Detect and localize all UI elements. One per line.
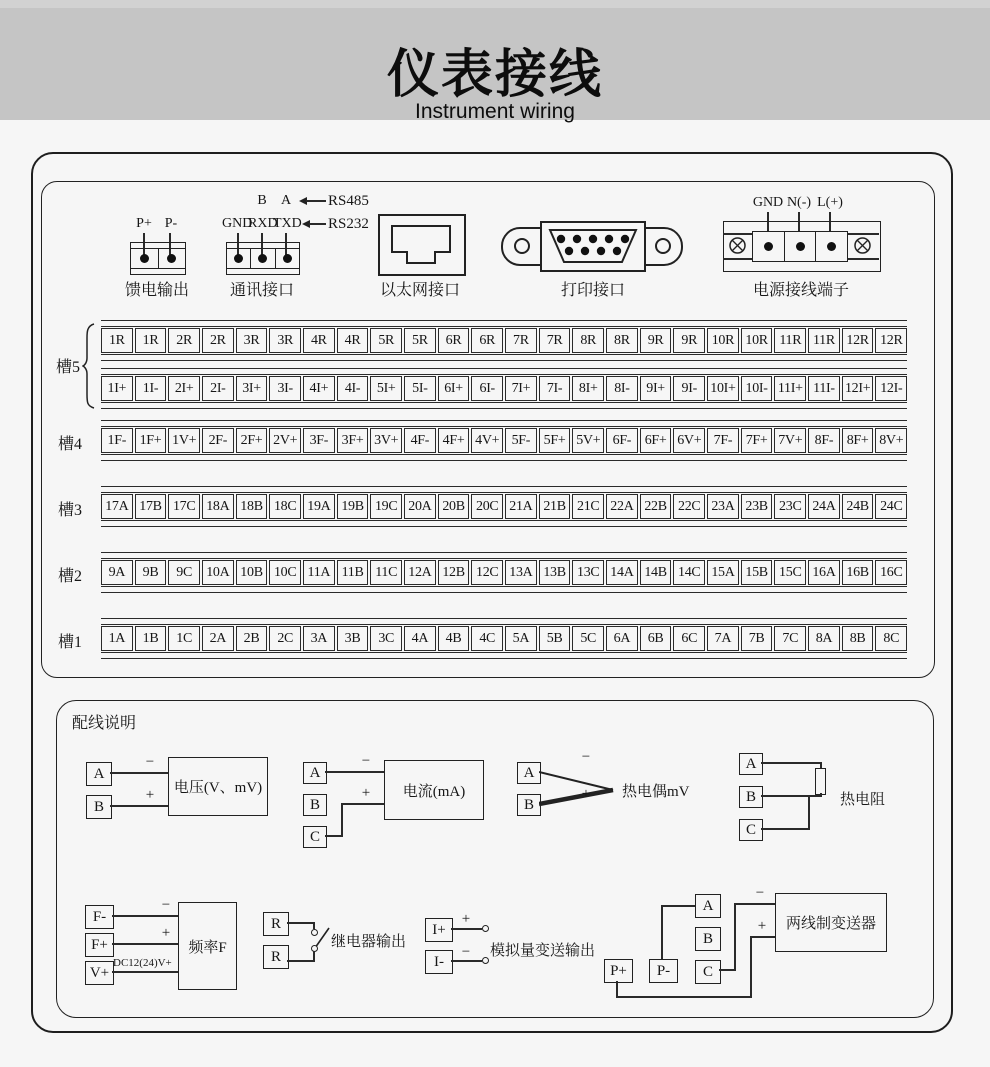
- terminal-strip-slot5-row2: [101, 368, 907, 409]
- slot4-label: 槽4: [58, 436, 83, 453]
- voltage-box: 电压(V、mV): [168, 757, 268, 816]
- terminal-cell: 24B: [842, 494, 874, 519]
- terminal-cell: 8I+: [572, 376, 604, 401]
- terminal-cell: 6A: [606, 626, 638, 651]
- feed-label: 馈电输出: [124, 282, 189, 299]
- current-wire-minus: [325, 771, 384, 773]
- terminal-cell: 9B: [135, 560, 167, 585]
- terminal-cell: 11A: [303, 560, 335, 585]
- strip-rail: [101, 486, 907, 493]
- strip-rail: [101, 520, 907, 527]
- analog-terminal-iplus: I+: [425, 918, 453, 942]
- frequency-terminal-fminus: F-: [85, 905, 114, 929]
- rs232-label: RS232: [328, 216, 369, 232]
- terminal-cell: 10I-: [741, 376, 773, 401]
- ethernet-label: 以太网接口: [379, 282, 460, 299]
- terminal-cell: 3I-: [269, 376, 301, 401]
- terminal-cell: 10R: [741, 328, 773, 353]
- relay-wire-2: [287, 960, 315, 962]
- terminal-cell: 22B: [640, 494, 672, 519]
- strip-rail: [101, 368, 907, 375]
- frequency-wire-minus: [112, 915, 178, 917]
- rtd-resistor-icon: [815, 768, 826, 795]
- terminal-cell: 2V+: [269, 428, 301, 453]
- slot5-label: 槽5: [56, 359, 81, 376]
- frequency-wire-dc: [112, 971, 178, 973]
- terminal-cell: 4I-: [337, 376, 369, 401]
- terminal-cell: 5V+: [572, 428, 604, 453]
- terminal-rail: [227, 268, 299, 274]
- feed-terminal-block: [130, 242, 186, 275]
- terminal-dot: [283, 254, 292, 263]
- terminal-cell: 6R: [471, 328, 503, 353]
- terminal-cell: 6B: [640, 626, 672, 651]
- analog-minus: −: [461, 944, 471, 960]
- terminal-cell: 9A: [101, 560, 133, 585]
- terminal-cell: 4A: [404, 626, 436, 651]
- terminal-cell: 7V+: [774, 428, 806, 453]
- terminal-cell: 18B: [236, 494, 268, 519]
- terminal-cell: 15A: [707, 560, 739, 585]
- terminal-cell: 2F-: [202, 428, 234, 453]
- twowire-terminal-a: A: [695, 894, 721, 918]
- terminal-cell: 6I-: [471, 376, 503, 401]
- terminal-cell: 7R: [505, 328, 537, 353]
- terminal-cell: 17C: [168, 494, 200, 519]
- terminal-cell: 10B: [236, 560, 268, 585]
- terminal-cell: 10I+: [707, 376, 739, 401]
- rtd-terminal-c: C: [739, 819, 763, 841]
- terminal-cell: 22C: [673, 494, 705, 519]
- strip-rail: [101, 552, 907, 559]
- terminal-cell: 10C: [269, 560, 301, 585]
- terminal-cell: 20A: [404, 494, 436, 519]
- rtd-terminal-b: B: [739, 786, 763, 808]
- terminal-cell: [131, 249, 159, 268]
- rs232-arrow-line: [309, 223, 326, 225]
- terminal-cell: 12A: [404, 560, 436, 585]
- terminal-cell: 21C: [572, 494, 604, 519]
- terminal-cell: 5I+: [370, 376, 402, 401]
- slot5-brace-icon: [82, 322, 96, 410]
- terminal-cell: 7I-: [539, 376, 571, 401]
- terminal-strip-slot4: [101, 420, 907, 461]
- terminal-cell: 12R: [842, 328, 874, 353]
- terminal-cell: 5C: [572, 626, 604, 651]
- terminal-cell: 1R: [101, 328, 133, 353]
- strip-rail: [101, 618, 907, 625]
- terminal-cell: 4I+: [303, 376, 335, 401]
- terminal-cell: 24C: [875, 494, 907, 519]
- strip-rail: [101, 354, 907, 361]
- terminal-rail: [131, 268, 185, 274]
- feed-pin-p-minus: P-: [164, 216, 178, 231]
- terminal-cell: 5R: [370, 328, 402, 353]
- current-box: 电流(mA): [384, 760, 484, 820]
- terminal-cell: 6F+: [640, 428, 672, 453]
- terminal-cell: 7C: [774, 626, 806, 651]
- terminal-cell: 1C: [168, 626, 200, 651]
- frequency-minus: −: [161, 897, 171, 913]
- terminal-cell: 17A: [101, 494, 133, 519]
- terminal-cell: 6R: [438, 328, 470, 353]
- analog-terminal-iminus: I-: [425, 950, 453, 974]
- terminal-cell: 4R: [303, 328, 335, 353]
- terminal-cell: 6I+: [438, 376, 470, 401]
- terminal-cell: 5I-: [404, 376, 436, 401]
- power-pin-l: L(+): [817, 195, 843, 210]
- terminal-cell: 4F-: [404, 428, 436, 453]
- current-terminal-b: B: [303, 794, 327, 816]
- terminal-cell: 22A: [606, 494, 638, 519]
- terminal-cell: [251, 249, 275, 268]
- terminal-cell: 1F-: [101, 428, 133, 453]
- terminal-dot: [234, 254, 243, 263]
- terminal-strip-slot1: [101, 618, 907, 659]
- terminal-cell: 7R: [539, 328, 571, 353]
- terminal-cell: 4V+: [471, 428, 503, 453]
- terminal-cell: 3V+: [370, 428, 402, 453]
- terminal-cell: 14A: [606, 560, 638, 585]
- terminal-cell: 23A: [707, 494, 739, 519]
- terminal-cell: 12C: [471, 560, 503, 585]
- comm-pin-txd: TXD: [273, 216, 302, 231]
- terminal-cell: 1I+: [101, 376, 133, 401]
- twowire-plus: +: [757, 918, 767, 934]
- frequency-terminal-fplus: F+: [85, 933, 114, 957]
- analog-wire-plus: [451, 928, 482, 930]
- voltage-wire-minus: [110, 772, 168, 774]
- terminal-cell: 9R: [640, 328, 672, 353]
- analog-plus: +: [461, 911, 471, 927]
- twowire-wire-minus: [734, 903, 775, 905]
- terminal-cell: 20C: [471, 494, 503, 519]
- strip-rail: [101, 402, 907, 409]
- frequency-box: 频率F: [178, 902, 237, 990]
- terminal-cell: 5F-: [505, 428, 537, 453]
- thermocouple-terminal-a: A: [517, 762, 541, 784]
- terminal-cell: [227, 249, 251, 268]
- terminal-cell: 21A: [505, 494, 537, 519]
- terminal-cell: 9I+: [640, 376, 672, 401]
- twowire-wire-plus: [750, 936, 775, 938]
- terminal-cell: 7I+: [505, 376, 537, 401]
- terminal-cell: 12R: [875, 328, 907, 353]
- terminal-cell: 13A: [505, 560, 537, 585]
- terminal-dot: [258, 254, 267, 263]
- terminal-cell: 8F-: [808, 428, 840, 453]
- current-terminal-a: A: [303, 762, 327, 784]
- terminal-dot: [140, 254, 149, 263]
- terminal-cell: 19B: [337, 494, 369, 519]
- terminal-cell: 7A: [707, 626, 739, 651]
- terminal-cell: 9R: [673, 328, 705, 353]
- strip-rail: [101, 454, 907, 461]
- terminal-cell: 15C: [774, 560, 806, 585]
- terminal-cell: 2F+: [236, 428, 268, 453]
- terminal-strip-slot2: [101, 552, 907, 593]
- terminal-cell: 15B: [741, 560, 773, 585]
- thermocouple-label: 热电偶mV: [622, 784, 690, 800]
- thermocouple-plus: +: [581, 786, 591, 802]
- terminal-cell: 13C: [572, 560, 604, 585]
- terminal-strip-slot5-row1: [101, 320, 907, 361]
- twowire-wire-c2: [734, 903, 736, 971]
- power-pin-gnd: GND: [752, 195, 784, 210]
- relay-terminal-r2: R: [263, 945, 289, 969]
- terminal-cell: 4F+: [438, 428, 470, 453]
- twowire-wire-pminus-v: [661, 905, 663, 959]
- terminal-cell: 9C: [168, 560, 200, 585]
- rtd-wire-c2: [808, 795, 810, 830]
- strip-rail: [101, 652, 907, 659]
- twowire-minus: −: [755, 885, 765, 901]
- terminal-cell: 18A: [202, 494, 234, 519]
- terminal-cell: 7F+: [741, 428, 773, 453]
- terminal-cell: [276, 249, 299, 268]
- terminal-cell: 12B: [438, 560, 470, 585]
- rtd-label: 热电阻: [840, 792, 886, 808]
- terminal-cell: 24A: [808, 494, 840, 519]
- terminal-cell: 6C: [673, 626, 705, 651]
- power-label: 电源接线端子: [752, 282, 849, 299]
- terminal-cell: 12I-: [875, 376, 907, 401]
- terminal-cell: 1B: [135, 626, 167, 651]
- terminal-cell: 11C: [370, 560, 402, 585]
- terminal-cell: 3C: [370, 626, 402, 651]
- ethernet-port-icon: [378, 214, 466, 276]
- terminal-cell: 21B: [539, 494, 571, 519]
- voltage-wire-plus: [110, 805, 168, 807]
- terminal-cell: 6F-: [606, 428, 638, 453]
- power-screw-left-icon: [729, 237, 746, 254]
- power-screw-right-icon: [854, 237, 871, 254]
- analog-label: 模拟量变送输出: [490, 943, 596, 959]
- terminal-cell: 8F+: [842, 428, 874, 453]
- terminal-cell: 2B: [236, 626, 268, 651]
- comm-pin-gnd: GND: [222, 216, 253, 231]
- twowire-terminal-b: B: [695, 927, 721, 951]
- terminal-cell: 11I+: [774, 376, 806, 401]
- terminal-cell: 3A: [303, 626, 335, 651]
- current-minus: −: [361, 753, 371, 769]
- terminal-cell: 16B: [842, 560, 874, 585]
- analog-contact-minus: [482, 957, 489, 964]
- strip-rail: [101, 586, 907, 593]
- rtd-terminal-a: A: [739, 753, 763, 775]
- terminal-cell: 19C: [370, 494, 402, 519]
- comm-terminal-block: [226, 242, 300, 275]
- twowire-terminal-c: C: [695, 960, 721, 984]
- terminal-cell: 2R: [168, 328, 200, 353]
- terminal-cell: [816, 232, 847, 261]
- terminal-cell: 8R: [606, 328, 638, 353]
- terminal-cell: 14C: [673, 560, 705, 585]
- slot3-label: 槽3: [58, 502, 83, 519]
- feed-pin-p-plus: P+: [136, 216, 152, 231]
- terminal-cell: 20B: [438, 494, 470, 519]
- twowire-terminal-pminus: P-: [649, 959, 678, 983]
- terminal-cell: 2I+: [168, 376, 200, 401]
- comm-label: 通讯接口: [229, 282, 294, 299]
- slot2-label: 槽2: [58, 568, 83, 585]
- slot1-label: 槽1: [58, 634, 83, 651]
- power-cells: [752, 231, 848, 262]
- terminal-strip-slot3: [101, 486, 907, 527]
- terminal-cell: 8V+: [875, 428, 907, 453]
- header-banner: [0, 8, 990, 123]
- printer-port-icon: [500, 220, 686, 274]
- terminal-cell: 3F+: [337, 428, 369, 453]
- terminal-cell: 1R: [135, 328, 167, 353]
- frequency-dc-label: DC12(24)V+: [113, 957, 172, 969]
- terminal-cell: [785, 232, 817, 261]
- twowire-wire-pplus-v2: [750, 936, 752, 998]
- terminal-cell: 8I-: [606, 376, 638, 401]
- rs485-arrow-line: [306, 200, 326, 202]
- terminal-cell: 1I-: [135, 376, 167, 401]
- terminal-cell: [753, 232, 785, 261]
- twowire-wire-pplus-h1: [616, 996, 752, 998]
- terminal-cell: 11R: [774, 328, 806, 353]
- terminal-dot: [764, 242, 773, 251]
- terminal-cell: 11I-: [808, 376, 840, 401]
- terminal-cell: 14B: [640, 560, 672, 585]
- terminal-cell: 2R: [202, 328, 234, 353]
- voltage-minus: −: [145, 754, 155, 770]
- terminal-cell: 11R: [808, 328, 840, 353]
- relay-label: 继电器输出: [331, 934, 407, 950]
- rtd-wire-b: [761, 795, 822, 797]
- terminal-cell: 5B: [539, 626, 571, 651]
- frequency-terminal-vplus: V+: [85, 961, 114, 985]
- printer-label: 打印接口: [560, 282, 625, 299]
- terminal-cell: 16C: [875, 560, 907, 585]
- terminal-cell: 3I+: [236, 376, 268, 401]
- power-pin-n: N(-): [786, 195, 812, 210]
- rtd-wire-a: [761, 762, 822, 764]
- terminal-cell: 4B: [438, 626, 470, 651]
- current-terminal-c: C: [303, 826, 327, 848]
- terminal-cell: 7F-: [707, 428, 739, 453]
- terminal-cell: 11B: [337, 560, 369, 585]
- terminal-cell: 2A: [202, 626, 234, 651]
- analog-contact-plus: [482, 925, 489, 932]
- terminal-cell: 4C: [471, 626, 503, 651]
- thermocouple-minus: −: [581, 749, 591, 765]
- terminal-cell: 1V+: [168, 428, 200, 453]
- terminal-cell: 10A: [202, 560, 234, 585]
- terminal-cell: 5R: [404, 328, 436, 353]
- terminal-cell: 13B: [539, 560, 571, 585]
- terminal-cell: 23C: [774, 494, 806, 519]
- relay-terminal-r1: R: [263, 912, 289, 936]
- terminal-cell: 4R: [337, 328, 369, 353]
- terminal-cell: 12I+: [842, 376, 874, 401]
- terminal-cell: 8B: [842, 626, 874, 651]
- terminal-cell: 3R: [269, 328, 301, 353]
- terminal-cell: 5F+: [539, 428, 571, 453]
- voltage-terminal-b: B: [86, 795, 112, 819]
- terminal-cell: 16A: [808, 560, 840, 585]
- current-plus: +: [361, 785, 371, 801]
- frequency-wire-plus: [112, 943, 178, 945]
- relay-wire-1: [287, 922, 315, 924]
- terminal-dot: [167, 254, 176, 263]
- top-strip: [0, 0, 990, 8]
- twowire-terminal-pplus: P+: [604, 959, 633, 983]
- terminal-cell: 1F+: [135, 428, 167, 453]
- terminal-cell: 9I-: [673, 376, 705, 401]
- terminal-cell: 2I-: [202, 376, 234, 401]
- comm-bus-b: B: [257, 193, 267, 208]
- terminal-cell: 8A: [808, 626, 840, 651]
- voltage-terminal-a: A: [86, 762, 112, 786]
- rtd-wire-c: [761, 828, 810, 830]
- wiring-title: 配线说明: [72, 715, 137, 732]
- terminal-cell: 18C: [269, 494, 301, 519]
- page-subtitle: Instrument wiring: [415, 100, 575, 123]
- terminal-cell: 10R: [707, 328, 739, 353]
- terminal-cell: 1A: [101, 626, 133, 651]
- comm-pin-rxd: RXD: [248, 216, 278, 231]
- terminal-cell: 8C: [875, 626, 907, 651]
- terminal-dot: [796, 242, 805, 251]
- current-wire-plus: [341, 803, 384, 805]
- strip-rail: [101, 320, 907, 327]
- thermocouple-terminal-b: B: [517, 794, 541, 816]
- terminal-cell: [159, 249, 186, 268]
- terminal-cell: 8R: [572, 328, 604, 353]
- terminal-cell: 2C: [269, 626, 301, 651]
- terminal-cell: 19A: [303, 494, 335, 519]
- twowire-wire-pminus-h: [661, 905, 695, 907]
- rs485-label: RS485: [328, 193, 369, 209]
- terminal-cell: 3B: [337, 626, 369, 651]
- terminal-cell: 3R: [236, 328, 268, 353]
- current-wire-c2: [341, 803, 343, 837]
- strip-rail: [101, 420, 907, 427]
- terminal-cell: 6V+: [673, 428, 705, 453]
- terminal-cell: 17B: [135, 494, 167, 519]
- voltage-plus: +: [145, 787, 155, 803]
- twowire-box: 两线制变送器: [775, 893, 887, 952]
- terminal-cell: 3F-: [303, 428, 335, 453]
- terminal-cell: 5A: [505, 626, 537, 651]
- terminal-dot: [827, 242, 836, 251]
- frequency-plus: +: [161, 925, 171, 941]
- page-title: 仪表接线: [386, 46, 603, 104]
- terminal-cell: 23B: [741, 494, 773, 519]
- comm-bus-a: A: [280, 193, 292, 208]
- terminal-cell: 7B: [741, 626, 773, 651]
